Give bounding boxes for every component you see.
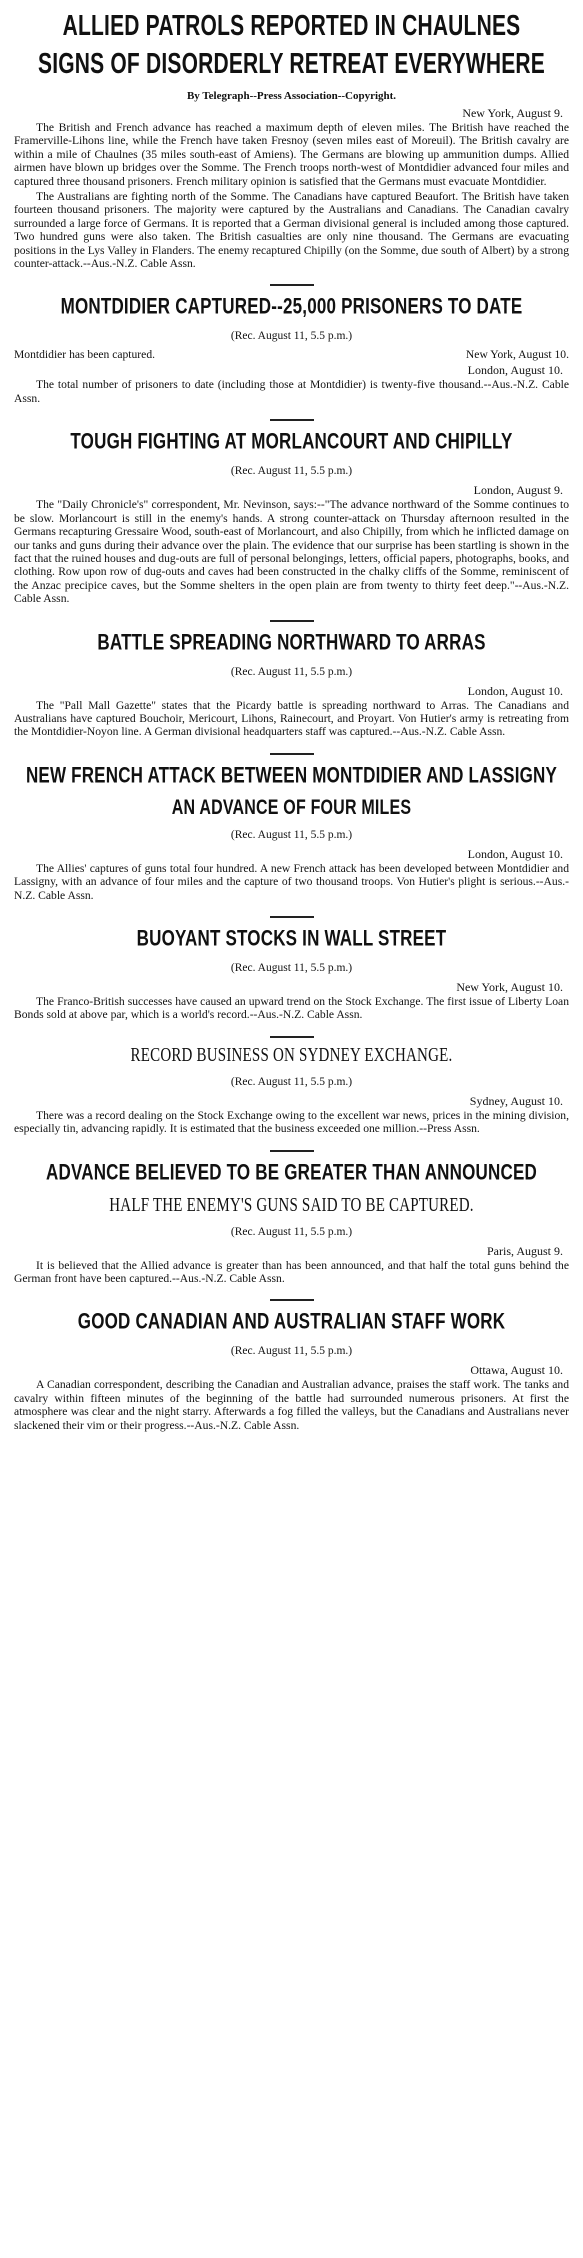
- article-allied-patrols: [14, 10, 569, 271]
- subheadline: AN ADVANCE OF FOUR MILES: [171, 797, 412, 820]
- received-line: (Rec. August 11, 5.5 p.m.): [230, 330, 353, 343]
- divider-rule: [270, 1036, 314, 1038]
- article-french-attack: [14, 762, 569, 902]
- lead-text: Montdidier has been captured.: [14, 348, 156, 362]
- divider-rule: [270, 419, 314, 421]
- article-morlancourt: [14, 431, 569, 605]
- divider-rule: [270, 1150, 314, 1152]
- paragraph: The Allies' captures of guns total four hundred. A new French attack has been developed between Montdidier and Lassigny, with an advance of four miles and the capture of two thousand troops. Von Hutier's plight is serious.--Aus.-N.Z. Cable Assn.: [14, 861, 569, 902]
- subheadline: SIGNS OF DISORDERLY RETREAT EVERYWHERE: [37, 48, 545, 80]
- divider-rule: [270, 284, 314, 286]
- article-battle-arras: [14, 629, 569, 739]
- dateline-place: Ottawa, August 10.: [470, 1363, 563, 1378]
- received-line: (Rec. August 11, 5.5 p.m.): [230, 1225, 353, 1238]
- received-line: (Rec. August 11, 5.5 p.m.): [230, 828, 353, 841]
- paragraph: The Australians are fighting north of the Somme. The Canadians have captured Beaufort. The British have taken fourteen thousand prisoners. The majority were captured by the Australians and Canadians. The Canadian cavalry surrounded a large force of Germans. It is reported that a German divisional general is included among those captured. Two hundred guns were also taken. The British casualties are only nine thousand. The Germans are evacuating positions in the Lys Valley in Flanders. The enemy recaptured Chipilly (on the Somme, due south of Albert) by a strong counter-attack.--Aus.-N.Z. Cable Assn.: [14, 190, 569, 271]
- received-line: (Rec. August 11, 5.5 p.m.): [230, 1345, 353, 1358]
- headline: MONTDIDIER CAPTURED--25,000 PRISONERS TO DATE: [60, 294, 523, 320]
- headline: TOUGH FIGHTING AT MORLANCOURT AND CHIPILLY: [70, 429, 513, 454]
- dateline-place: Sydney, August 10.: [469, 1093, 563, 1108]
- received-line: (Rec. August 11, 5.5 p.m.): [230, 665, 353, 678]
- paragraph: The "Pall Mall Gazette" states that the Picardy battle is spreading northward to Arras. The Canadians and Australians have captured Bouchoir, Mericourt, Lihons, Rainecourt, and Proyart. Von Hutier's army is retreating from the Montdidier-Noyon line. A German divisional headquarters staff was captured.--Aus.-N.Z. Cable Assn.: [14, 698, 569, 739]
- article-advance-greater: [14, 1159, 569, 1286]
- paragraph: There was a record dealing on the Stock Exchange owing to the excellent war news, prices in the mining division, especially tin, advancing rapidly. It is estimated that the business exceeded one million.--Press Assn.: [14, 1108, 569, 1136]
- paragraph: It is believed that the Allied advance is greater than has been announced, and that half the total guns behind the German front have been captured.--Aus.-N.Z. Cable Assn.: [14, 1258, 569, 1285]
- article-wall-street: [14, 925, 569, 1022]
- subheadline: HALF THE ENEMY'S GUNS SAID TO BE CAPTURED.: [109, 1195, 474, 1216]
- dateline-place: New York, August 9.: [462, 106, 563, 120]
- dateline-place: London, August 10.: [467, 846, 563, 861]
- dateline-place: London, August 10.: [467, 683, 563, 698]
- article-sydney-exchange: [14, 1046, 569, 1136]
- paragraph: A Canadian correspondent, describing the Canadian and Australian advance, praises the staff work. The tanks and cavalry within fifteen minutes of the beginning of the battle had surrounded numerous prisoners. At first the atmosphere was clear and the night starry. Afterwards a fog filled the valleys, but the Canadians and Australians never slackened their vim or their progress.--Aus.-N.Z. Cable Assn.: [14, 1378, 569, 1432]
- dateline-place: New York, August 10.: [465, 348, 569, 362]
- paragraph: The "Daily Chronicle's" correspondent, Mr. Nevinson, says:--"The advance northward of the Somme continues to be slow. Morlancourt is still in the enemy's hands. A strong counter-attack on Thursday afternoon resulted in the Germans recapturing Gressaire Wood, south-east of Morlancourt, and also Chipilly, from which he inflicted damage on our tanks and guns during their advance over the plain. The evidence that our surprise has been startling is shown in the fact that the ruined houses and dug-outs are full of personal belongings, letters, official papers, photographs, books, and clothing. Row upon row of dug-outs and caves had been constructed in the chalky cliffs of the Somme, reminiscent of the Anzac precipice caves, but the Somme shelters in the open plain are from twenty to thirty feet deep."--Aus.-N.Z. Cable Assn.: [14, 498, 569, 606]
- divider-rule: [270, 1299, 314, 1301]
- divider-rule: [270, 620, 314, 622]
- headline: GOOD CANADIAN AND AUSTRALIAN STAFF WORK: [77, 1309, 506, 1335]
- headline: NEW FRENCH ATTACK BETWEEN MONTDIDIER AND LASSIGNY: [25, 762, 558, 788]
- divider-rule: [270, 916, 314, 918]
- article-montdidier-captured: [14, 296, 569, 405]
- paragraph: The British and French advance has reached a maximum depth of eleven miles. The British have reached the Framerville-Lihons line, while the French have taken Fresnoy (seven miles east of Moreuil). The British cavalry are within a mile of Chaulnes (35 miles south-east of Amiens). The Germans are blowing up ammunition dumps. Allied airmen have blown up bridges over the Somme. The French troops north-west of Montdidier advanced four miles and captured three thousand prisoners. French military opinion is satisfied that the Germans must evacuate Montdidier.: [14, 121, 569, 188]
- received-line: (Rec. August 11, 5.5 p.m.): [230, 961, 353, 974]
- dateline-place: Paris, August 9.: [486, 1243, 563, 1258]
- dateline-place: London, August 9.: [473, 483, 563, 498]
- headline: ADVANCE BELIEVED TO BE GREATER THAN ANNOUNCED: [45, 1159, 537, 1185]
- paragraph: The Franco-British successes have caused an upward trend on the Stock Exchange. The first issue of Liberty Loan Bonds sold at above par, which is a world's record.--Aus.-N.Z. Cable Assn.: [14, 994, 569, 1022]
- dateline-place: New York, August 10.: [456, 979, 563, 994]
- headline: BUOYANT STOCKS IN WALL STREET: [136, 925, 447, 951]
- dateline-place: London, August 10.: [467, 363, 563, 378]
- headline: BATTLE SPREADING NORTHWARD TO ARRAS: [97, 629, 486, 655]
- paragraph: The total number of prisoners to date (including those at Montdidier) is twenty-five thousand.--Aus.-N.Z. Cable Assn.: [14, 378, 569, 405]
- received-line: (Rec. August 11, 5.5 p.m.): [230, 465, 353, 478]
- received-line: (Rec. August 11, 5.5 p.m.): [230, 1075, 353, 1088]
- divider-rule: [270, 753, 314, 755]
- headline: RECORD BUSINESS ON SYDNEY EXCHANGE.: [130, 1045, 453, 1067]
- lead-row: [14, 348, 569, 361]
- article-staff-work: [14, 1311, 569, 1432]
- byline: By Telegraph--Press Association--Copyright.: [186, 90, 397, 102]
- headline: ALLIED PATROLS REPORTED IN CHAULNES: [62, 10, 521, 42]
